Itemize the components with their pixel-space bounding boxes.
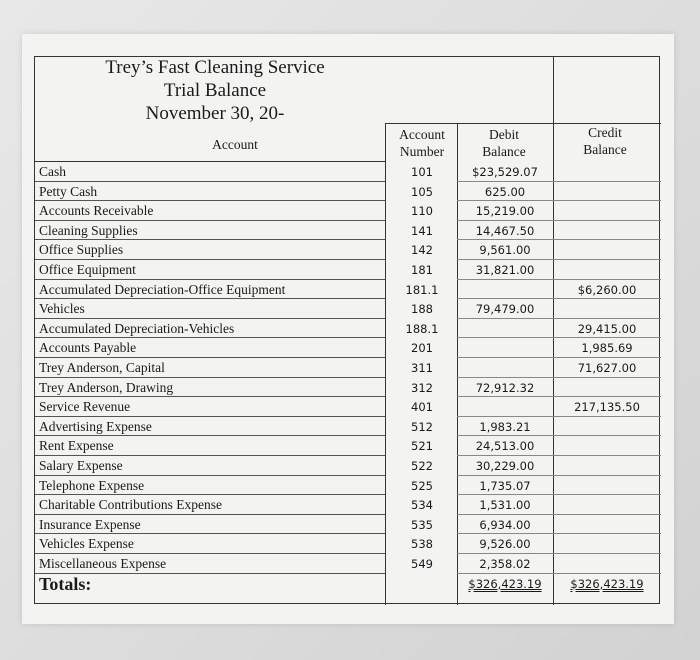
company-name: Trey’s Fast Cleaning Service <box>105 57 325 78</box>
account-name: Charitable Contributions Expense <box>39 497 222 513</box>
credit-balance: 217,135.50 <box>574 400 640 415</box>
account-name: Vehicles Expense <box>39 536 134 552</box>
row-rule-amounts <box>457 239 661 240</box>
account-name: Accumulated Depreciation-Vehicles <box>39 320 235 336</box>
row-rule <box>35 318 385 319</box>
credit-balance: $6,260.00 <box>577 282 637 297</box>
rule-v3 <box>553 57 554 605</box>
row-rule <box>35 337 385 338</box>
row-rule-amounts <box>457 220 661 221</box>
account-name: Miscellaneous Expense <box>39 556 167 571</box>
account-number: 401 <box>411 400 433 415</box>
row-rule <box>35 357 385 358</box>
account-number: 181.1 <box>405 282 439 297</box>
row-rule-amounts <box>457 357 661 358</box>
account-number: 512 <box>411 419 433 434</box>
credit-balance: 71,627.00 <box>577 361 637 375</box>
row-rule-amounts <box>457 298 661 299</box>
account-number: 142 <box>411 243 433 258</box>
row-rule <box>35 239 385 240</box>
account-name: Cleaning Supplies <box>39 222 138 238</box>
account-number: 538 <box>411 537 433 552</box>
account-number: 181 <box>411 263 433 277</box>
row-rule-amounts <box>457 416 661 417</box>
row-rule-amounts <box>457 318 661 319</box>
account-name: Advertising Expense <box>39 418 152 434</box>
debit-balance: 2,358.02 <box>479 557 531 571</box>
account-number: 534 <box>411 498 433 513</box>
totals-debit: $326,423.19 <box>468 576 542 591</box>
account-name: Trey Anderson, Capital <box>39 360 165 375</box>
header-number-1: Account <box>399 127 445 142</box>
row-rule-amounts <box>457 514 661 515</box>
account-number: 312 <box>411 380 433 395</box>
account-name: Office Equipment <box>39 262 136 277</box>
row-rule <box>35 533 385 534</box>
row-rule <box>35 298 385 299</box>
report-title: Trial Balance <box>163 80 267 101</box>
row-rule-amounts <box>457 573 661 574</box>
row-rule-amounts <box>457 533 661 534</box>
account-name: Accumulated Depreciation-Office Equipment <box>39 281 286 297</box>
account-number: 521 <box>411 439 433 454</box>
account-number: 549 <box>411 557 433 571</box>
debit-balance: 14,467.50 <box>475 223 535 238</box>
report-date: November 30, 20- <box>145 103 285 124</box>
debit-balance: 1,983.21 <box>479 419 531 434</box>
row-rule-amounts <box>457 435 661 436</box>
account-number: 101 <box>411 165 433 179</box>
account-name: Accounts Payable <box>39 340 137 356</box>
rule-header-account <box>35 161 385 162</box>
account-number: 105 <box>411 184 433 199</box>
account-name: Insurance Expense <box>39 516 141 532</box>
account-name: Petty Cash <box>39 183 98 199</box>
header-debit-1: Debit <box>489 127 519 142</box>
header-credit-1: Credit <box>588 125 622 140</box>
row-rule <box>35 475 385 476</box>
row-rule-amounts <box>457 279 661 280</box>
row-rule <box>35 181 385 182</box>
account-number: 535 <box>411 517 433 532</box>
account-number: 201 <box>411 341 433 356</box>
credit-balance: 29,415.00 <box>577 321 637 336</box>
debit-balance: 15,219.00 <box>475 204 535 219</box>
header-account: Account <box>212 137 258 152</box>
trial-balance-table <box>34 56 660 604</box>
row-rule-amounts <box>457 553 661 554</box>
row-rule-amounts <box>457 475 661 476</box>
row-rule <box>35 455 385 456</box>
row-rule <box>35 377 385 378</box>
account-number: 188 <box>411 302 433 317</box>
header-debit-2: Balance <box>482 144 526 159</box>
row-rule <box>35 259 385 260</box>
row-rule <box>35 416 385 417</box>
rule-v1 <box>385 123 386 605</box>
row-rule <box>35 396 385 397</box>
totals-credit: $326,423.19 <box>570 576 644 591</box>
account-number: 525 <box>411 478 433 493</box>
row-rule-amounts <box>457 337 661 338</box>
row-rule <box>35 514 385 515</box>
debit-balance: 24,513.00 <box>475 439 535 454</box>
document-sheet <box>22 34 674 624</box>
row-rule-amounts <box>457 455 661 456</box>
debit-balance: 72,912.32 <box>475 380 535 395</box>
row-rule-amounts <box>457 377 661 378</box>
debit-balance: $23,529.07 <box>472 165 538 179</box>
credit-balance: 1,985.69 <box>581 341 633 356</box>
row-rule-amounts <box>457 181 661 182</box>
debit-balance: 9,561.00 <box>479 243 531 258</box>
account-number: 110 <box>411 204 433 219</box>
account-number: 141 <box>411 223 433 238</box>
row-rule <box>35 435 385 436</box>
account-name: Service Revenue <box>39 399 131 415</box>
debit-balance: 6,934.00 <box>479 517 531 532</box>
row-rule-amounts <box>457 200 661 201</box>
row-rule-amounts <box>457 494 661 495</box>
row-rule <box>35 200 385 201</box>
account-name: Office Supplies <box>39 242 124 258</box>
debit-balance: 9,526.00 <box>479 537 531 552</box>
account-name: Trey Anderson, Drawing <box>39 379 174 395</box>
row-rule-amounts <box>457 259 661 260</box>
header-credit-2: Balance <box>583 142 627 157</box>
account-name: Rent Expense <box>39 438 114 454</box>
debit-balance: 1,531.00 <box>479 498 531 513</box>
debit-balance: 625.00 <box>484 184 526 199</box>
rule-header-top <box>385 123 661 124</box>
row-rule <box>35 494 385 495</box>
row-rule <box>35 279 385 280</box>
debit-balance: 30,229.00 <box>475 459 535 473</box>
account-name: Accounts Receivable <box>39 203 154 219</box>
debit-balance: 31,821.00 <box>475 263 535 277</box>
account-number: 188.1 <box>405 321 439 336</box>
header-number-2: Number <box>399 144 445 159</box>
row-rule <box>35 220 385 221</box>
account-name: Vehicles <box>39 301 85 317</box>
row-rule-amounts <box>457 396 661 397</box>
debit-balance: 1,735.07 <box>479 478 531 493</box>
account-name: Cash <box>39 164 66 179</box>
totals-label: Totals: <box>39 573 92 594</box>
account-name: Telephone Expense <box>39 477 145 493</box>
account-number: 311 <box>411 361 433 375</box>
account-name: Salary Expense <box>39 458 123 473</box>
account-number: 522 <box>411 459 433 473</box>
debit-balance: 79,479.00 <box>475 302 535 317</box>
row-rule <box>35 553 385 554</box>
